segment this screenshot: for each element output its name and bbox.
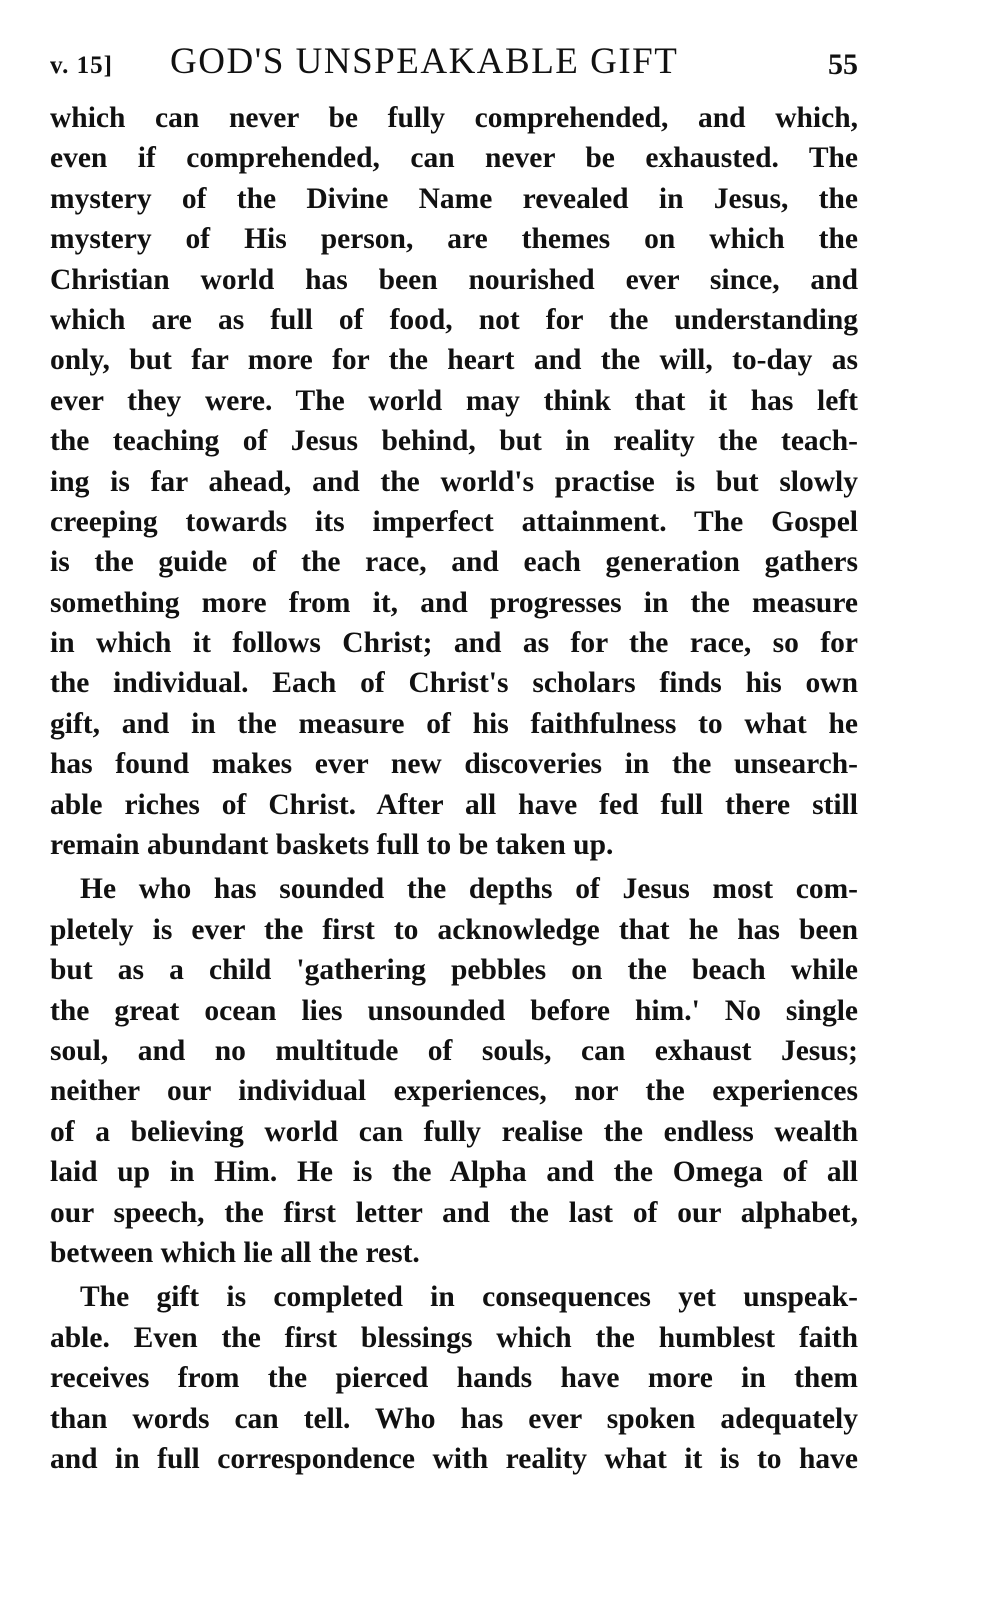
text-line: creeping towards its imperfect attainment. The Gospel (50, 505, 858, 538)
text-line: has found makes ever new discoveries in the unsearch- (50, 748, 858, 781)
text-line: only, but far more for the heart and the will, to-day as (50, 344, 858, 377)
paragraph (50, 98, 858, 865)
text-line: ever they were. The world may think that it has left (50, 384, 858, 417)
text-line: able. Even the first blessings which the humblest faith (50, 1321, 858, 1354)
text-line: even if comprehended, can never be exhausted. The (50, 142, 858, 175)
text-line: the great ocean lies unsounded before him.' No single (50, 994, 858, 1027)
text-line: soul, and no multitude of souls, can exhaust Jesus; (50, 1034, 858, 1067)
text-line: He who has sounded the depths of Jesus most com- (80, 873, 858, 906)
text-line: The gift is completed in consequences yet unspeak- (80, 1281, 858, 1314)
text-line: pletely is ever the first to acknowledge that he has been (50, 913, 858, 946)
paragraph (50, 1277, 858, 1479)
text-line: in which it follows Christ; and as for the race, so for (50, 627, 858, 660)
verse-reference: v. 15] (50, 52, 113, 79)
text-line: but as a child 'gathering pebbles on the beach while (50, 954, 858, 987)
text-line: Christian world has been nourished ever since, and (50, 263, 858, 296)
text-line: mystery of the Divine Name revealed in Jesus, the (50, 182, 858, 215)
page-number: 55 (828, 48, 858, 81)
text-line: laid up in Him. He is the Alpha and the Omega of all (50, 1156, 858, 1189)
text-line: ing is far ahead, and the world's practise is but slowly (50, 465, 858, 498)
text-line: is the guide of the race, and each generation gathers (50, 546, 858, 579)
text-line: able riches of Christ. After all have fed full there still (50, 788, 858, 821)
text-line: gift, and in the measure of his faithfulness to what he (50, 707, 858, 740)
body-text (50, 98, 858, 1479)
running-head (50, 34, 858, 98)
text-line: something more from it, and progresses in the measure (50, 586, 858, 619)
text-line: which can never be fully comprehended, and which, (50, 102, 858, 134)
text-line: the individual. Each of Christ's scholars finds his own (50, 667, 858, 700)
text-line: which are as full of food, not for the understanding (50, 303, 858, 336)
text-line: remain abundant baskets full to be taken up. (50, 829, 614, 862)
text-line: neither our individual experiences, nor the experiences (50, 1075, 858, 1108)
running-title: GOD'S UNSPEAKABLE GIFT (170, 41, 679, 82)
text-line: our speech, the first letter and the last of our alphabet, (50, 1196, 858, 1229)
book-page (50, 34, 858, 1479)
text-line: and in full correspondence with reality what it is to have (50, 1442, 858, 1475)
text-line: mystery of His person, are themes on which the (50, 223, 858, 256)
text-line: receives from the pierced hands have more in them (50, 1362, 858, 1395)
text-line: of a believing world can fully realise the endless wealth (50, 1115, 858, 1148)
text-line: between which lie all the rest. (50, 1236, 420, 1269)
text-line: than words can tell. Who has ever spoken adequately (50, 1402, 858, 1435)
text-line: the teaching of Jesus behind, but in reality the teach- (50, 425, 858, 458)
paragraph (50, 869, 858, 1273)
